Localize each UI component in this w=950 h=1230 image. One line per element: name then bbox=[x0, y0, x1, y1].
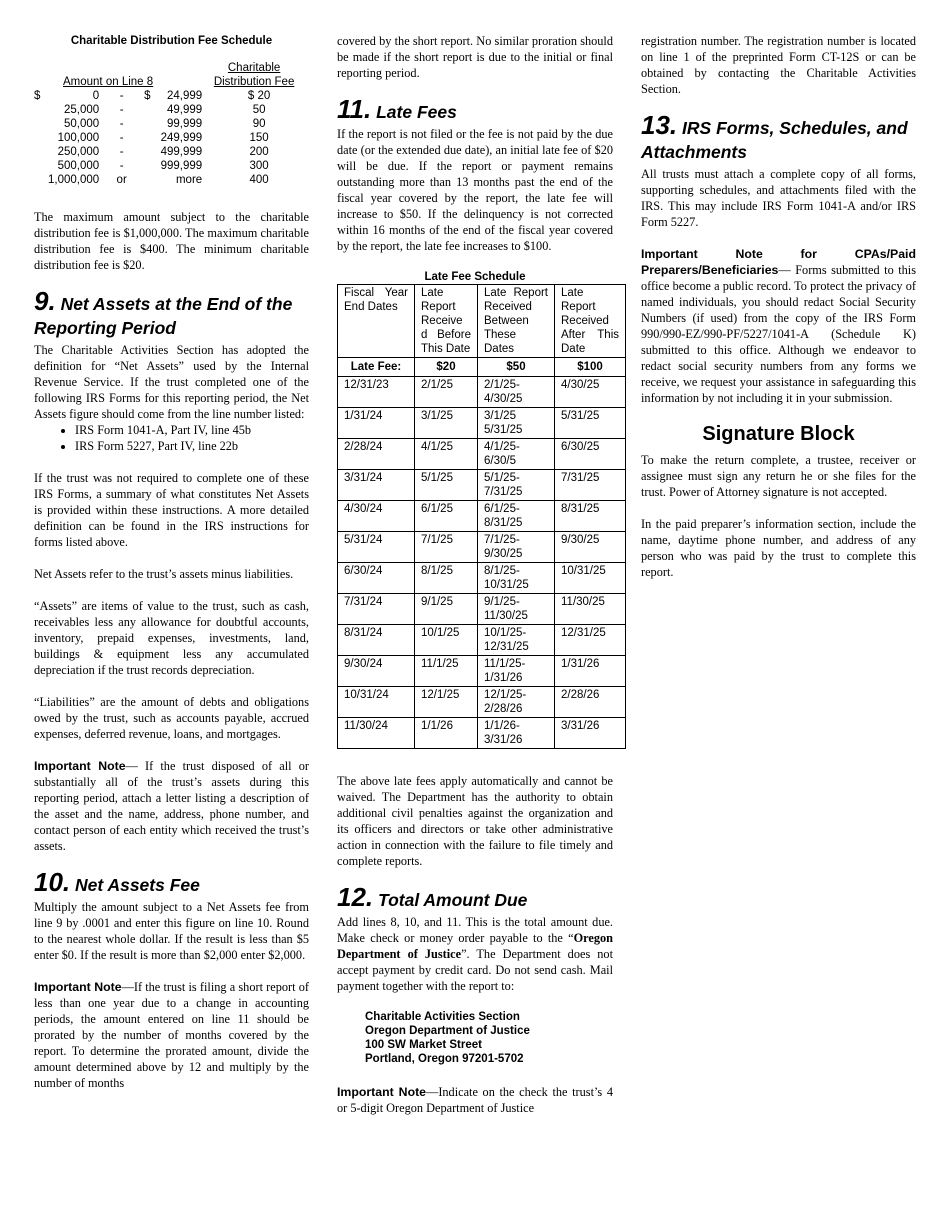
fee-value: 200 bbox=[249, 146, 269, 158]
fee-value: 300 bbox=[249, 160, 269, 172]
late-fee-cell: 4/30/25 bbox=[555, 377, 626, 408]
fee-schedule-row bbox=[34, 131, 306, 145]
fee-cell bbox=[144, 117, 158, 131]
late-fee-cell: 5/31/24 bbox=[338, 532, 415, 563]
table-row bbox=[338, 470, 626, 501]
s9-p4: “Assets” are items of value to the trust, such as cash, receivables less any allowance for doubtful accounts, inventory, prepaid expenses, investments, land, buildings & equipment less any accumulated depreciation if the trust records depreciation. bbox=[34, 599, 309, 677]
late-fee-cell: 3/1/25 bbox=[415, 408, 478, 439]
s12-important-note: Important Note—Indicate on the check the trust’s 4 or 5-digit Oregon Department of Justice bbox=[337, 1085, 613, 1115]
s9-p5: “Liabilities” are the amount of debts and obligations owed by the trust, such as accounts payable, accrued expenses, deferred revenue, loans, and mortgages. bbox=[34, 695, 309, 741]
late-fee-cell: 6/1/25 bbox=[415, 501, 478, 532]
late-fee-cell: 2/1/25 bbox=[415, 377, 478, 408]
fee-cell: 24,999 bbox=[166, 90, 203, 102]
late-fee-cell: 11/30/24 bbox=[338, 718, 415, 749]
late-fee-cell: 8/1/25 bbox=[415, 563, 478, 594]
s13-important-note: Important Note for CPAs/Paid Preparers/Beneficiaries— Forms submitted to this office become a public record. To protect the privacy of named individuals, you should redact Social Security Numbers (if used) from the copy of the IRS Form 990/990-EZ/990-PF/5227/1041-A (Schedule K) submitted to this office. Although we endeavor to redact social security numbers from any forms we receive, we request your assistance in safeguarding this information by not including it in your submission. bbox=[641, 247, 916, 405]
fee-value: 150 bbox=[249, 132, 269, 144]
late-fee-cell: 1/1/26 bbox=[415, 718, 478, 749]
fee-cell: - bbox=[119, 160, 124, 172]
s13-p1: All trusts must attach a complete copy of all forms, supporting schedules, and attachments filed with the IRS. This may include IRS Form 1041-A and/or IRS Form 5227. bbox=[641, 167, 916, 229]
late-fee-cell: 12/1/25-2/28/26 bbox=[478, 687, 555, 718]
fee-cell: 499,999 bbox=[160, 146, 203, 158]
late-fee-cell: 12/31/25 bbox=[555, 625, 626, 656]
section-13-heading: 13. IRS Forms, Schedules, and Attachments bbox=[641, 110, 908, 162]
fee-cell bbox=[34, 145, 48, 159]
fee-cell bbox=[144, 131, 158, 145]
list-item: • IRS Form 5227, Part IV, line 22b bbox=[75, 438, 309, 454]
signature-p1: To make the return complete, a trustee, receiver or assignee must sign any return he or she files for the trust. Power of Attorney signature is not accepted. bbox=[641, 453, 916, 499]
s12-p1: Add lines 8, 10, and 11. This is the total amount due. Make check or money order payable to the “Oregon Department of Justice”. The Department does not accept payment by credit card. Do not send cash. Mail payment together with the report to: bbox=[337, 915, 613, 993]
late-fee-cell: 4/1/25 bbox=[415, 439, 478, 470]
table-row bbox=[338, 594, 626, 625]
late-fee-cell: 4/30/24 bbox=[338, 501, 415, 532]
late-fee-cell: 9/30/24 bbox=[338, 656, 415, 687]
fee-cell: or bbox=[116, 174, 127, 186]
fee-cell bbox=[34, 131, 48, 145]
late-fee-cell: 8/31/25 bbox=[555, 501, 626, 532]
s9-p1: The Charitable Activities Section has adopted the definition for “Net Assets” used by the Internal Revenue Service. If the trust completed one of the following IRS Forms for this reporting period, the Net Assets figure should come from the line number listed: bbox=[34, 343, 309, 421]
s10-important-note: Important Note—If the trust is filing a short report of less than one year due to a change in accounting periods, the amount entered on line 11 should be prorated by the number of months covered by the report. To determine the prorated amount, divide the amount determined above by 12 and multiply by the number of months bbox=[34, 980, 309, 1090]
table-row bbox=[338, 563, 626, 594]
fee-cell: more bbox=[175, 174, 203, 186]
fee-schedule-row bbox=[34, 103, 306, 117]
fee-cell: - bbox=[119, 90, 124, 102]
fee-value: 90 bbox=[252, 118, 266, 130]
fee-schedule-row bbox=[34, 159, 306, 173]
late-fee-cell: 12/1/25 bbox=[415, 687, 478, 718]
fee-schedule-row bbox=[34, 117, 306, 131]
amount-col-header: Amount on Line 8 bbox=[63, 76, 154, 88]
late-header-cell: Late Report Received Between These Dates bbox=[478, 285, 555, 358]
s11-p2: The above late fees apply automatically and cannot be waived. The Department has the authority to obtain additional civil penalties against the organization and its officers and directors or take other administrative action in connection with the failure to file timely and complete reports. bbox=[337, 774, 613, 868]
late-fee-cell: 10/31/24 bbox=[338, 687, 415, 718]
fee-cell: 100,000 bbox=[57, 132, 100, 144]
fee-cell: - bbox=[119, 146, 124, 158]
section-9-heading: 9. Net Assets at the End of the Reporting Period bbox=[34, 286, 293, 338]
table-row bbox=[338, 718, 626, 749]
late-fee-label: Late Fee: bbox=[338, 358, 415, 377]
signature-block-heading: Signature Block bbox=[702, 423, 855, 445]
late-fee-cell: 11/1/25 bbox=[415, 656, 478, 687]
table-row bbox=[338, 687, 626, 718]
late-fee-cell: 9/1/25-11/30/25 bbox=[478, 594, 555, 625]
column-1 bbox=[34, 33, 309, 1107]
table-row bbox=[338, 439, 626, 470]
fee-cell: 49,999 bbox=[166, 104, 203, 116]
fee-cell bbox=[144, 173, 158, 187]
section-12-heading: 12. Total Amount Due bbox=[337, 882, 528, 912]
late-fee-cell: 4/1/25-6/30/5 bbox=[478, 439, 555, 470]
table-row bbox=[338, 377, 626, 408]
late-fee-cell: 2/1/25-4/30/25 bbox=[478, 377, 555, 408]
late-fee-cell: 11/30/25 bbox=[555, 594, 626, 625]
mailing-address: Charitable Activities Section Oregon Department of Justice 100 SW Market Street Portland, Oregon 97201-5702 bbox=[365, 1011, 530, 1065]
s10-p1: Multiply the amount subject to a Net Assets fee from line 9 by .0001 and enter this figure on line 10. Round to the nearest whole dollar. If the result is less than $5 enter $0. If the result is more than $2,000 enter $2,000. bbox=[34, 900, 309, 962]
late-fee-cell: 7/1/25 bbox=[415, 532, 478, 563]
fee-note: The maximum amount subject to the charitable distribution fee is $1,000,000. The maximum charitable distribution fee is $400. The minimum charitable distribution fee is $20. bbox=[34, 210, 309, 272]
fee-cell bbox=[144, 103, 158, 117]
s10-note-continued: covered by the short report. No similar proration should be made if the short report is due to the initial or final reporting period. bbox=[337, 34, 613, 80]
fee-cell: - bbox=[119, 132, 124, 144]
fee-cell: 1,000,000 bbox=[48, 174, 100, 186]
fee-value: 20 bbox=[257, 90, 271, 102]
fee-schedule-row bbox=[34, 173, 306, 187]
table-row bbox=[338, 656, 626, 687]
late-fee-cell: 2/28/24 bbox=[338, 439, 415, 470]
fee-cell: 99,999 bbox=[166, 118, 203, 130]
s11-p1: If the report is not filed or the fee is not paid by the due date (or the extended due date), an initial late fee of $20 will be due. If the report or payment remains outstanding more than 13 months past the end of the fiscal year covered by the report, the late fee will increase to $50. If the delinquency is not corrected within 16 months of the end of the fiscal year covered by the report, the late fee increases to $100. bbox=[337, 127, 613, 253]
fee-col-header-1: Charitable bbox=[227, 62, 281, 74]
signature-p2: In the paid preparer’s information section, include the name, daytime phone number, and address of any person who was paid by the trust to complete this report. bbox=[641, 517, 916, 579]
fee-cell: 25,000 bbox=[63, 104, 100, 116]
late-fee-cell: 10/1/25-12/31/25 bbox=[478, 625, 555, 656]
late-fee-amount: $50 bbox=[478, 358, 555, 377]
late-fee-cell: 6/30/25 bbox=[555, 439, 626, 470]
late-fee-cell: 9/30/25 bbox=[555, 532, 626, 563]
fee-schedule-table bbox=[34, 61, 306, 187]
s9-bullets bbox=[34, 422, 309, 454]
section-11-heading: 11. Late Fees bbox=[337, 94, 457, 124]
late-fee-cell: 2/28/26 bbox=[555, 687, 626, 718]
s9-p3: Net Assets refer to the trust’s assets minus liabilities. bbox=[34, 567, 294, 581]
late-fee-cell: 3/31/24 bbox=[338, 470, 415, 501]
late-fee-cell: 7/31/25 bbox=[555, 470, 626, 501]
fee-cell: 249,999 bbox=[160, 132, 203, 144]
late-fee-cell: 1/31/26 bbox=[555, 656, 626, 687]
fee-cell: 250,000 bbox=[57, 146, 100, 158]
late-fee-amount: $20 bbox=[415, 358, 478, 377]
fee-cell: 0 bbox=[92, 90, 100, 102]
late-fee-amount: $100 bbox=[555, 358, 626, 377]
late-fee-cell: 12/31/23 bbox=[338, 377, 415, 408]
late-fee-cell: 8/31/24 bbox=[338, 625, 415, 656]
late-fee-cell: 1/31/24 bbox=[338, 408, 415, 439]
section-10-heading: 10. Net Assets Fee bbox=[34, 867, 200, 897]
late-fee-cell: 5/1/25-7/31/25 bbox=[478, 470, 555, 501]
late-fee-cell: 1/1/26-3/31/26 bbox=[478, 718, 555, 749]
late-fee-cell: 3/1/25 5/31/25 bbox=[478, 408, 555, 439]
late-fee-cell: 8/1/25-10/31/25 bbox=[478, 563, 555, 594]
late-fee-cell: 7/31/24 bbox=[338, 594, 415, 625]
fee-cell: 500,000 bbox=[57, 160, 100, 172]
fee-cell bbox=[34, 103, 48, 117]
table-row bbox=[338, 625, 626, 656]
column-3 bbox=[641, 33, 916, 596]
fee-value: 400 bbox=[249, 174, 269, 186]
fee-currency: $ bbox=[247, 90, 255, 102]
fee-cell bbox=[144, 159, 158, 173]
late-fee-cell: 9/1/25 bbox=[415, 594, 478, 625]
s9-p2: If the trust was not required to complete one of these IRS Forms, a summary of what constitutes Net Assets is provided within these instructions. A more detailed definition can be found in the IRS instructions for forms listed above. bbox=[34, 471, 309, 549]
late-header-cell: Late Report Received After This Date bbox=[555, 285, 626, 358]
fee-cell: - bbox=[119, 118, 124, 130]
fee-schedule-row bbox=[34, 89, 306, 103]
late-header-cell: Fiscal Year End Dates bbox=[338, 285, 415, 358]
table-row bbox=[338, 532, 626, 563]
fee-cell: 50,000 bbox=[63, 118, 100, 130]
fee-schedule-row bbox=[34, 145, 306, 159]
late-fee-cell: 5/31/25 bbox=[555, 408, 626, 439]
s9-important-note: Important Note— If the trust disposed of all or substantially all of the trust’s assets during this reporting period, attach a letter listing a description of the asset and the name, address, phone number, and contact person of each entity which received the trust’s assets. bbox=[34, 759, 309, 853]
late-fee-cell: 10/1/25 bbox=[415, 625, 478, 656]
late-fee-table-title: Late Fee Schedule bbox=[424, 271, 526, 283]
late-fee-cell: 11/1/25-1/31/26 bbox=[478, 656, 555, 687]
s12-note-continued: registration number. The registration number is located on line 1 of the preprinted Form CT-12S or can be obtained by contacting the Charitable Activities Section. bbox=[641, 34, 916, 96]
fee-cell: - bbox=[119, 104, 124, 116]
table-row bbox=[338, 408, 626, 439]
late-fee-table bbox=[337, 284, 626, 749]
fee-cell bbox=[34, 117, 48, 131]
late-fee-cell: 6/1/25-8/31/25 bbox=[478, 501, 555, 532]
fee-value: 50 bbox=[252, 104, 266, 116]
late-header-cell: Late Report Receive d Before This Date bbox=[415, 285, 478, 358]
list-item: • IRS Form 1041-A, Part IV, line 45b bbox=[75, 422, 309, 438]
late-fee-cell: 7/1/25-9/30/25 bbox=[478, 532, 555, 563]
late-fee-cell: 6/30/24 bbox=[338, 563, 415, 594]
late-fee-cell: 5/1/25 bbox=[415, 470, 478, 501]
table-row bbox=[338, 501, 626, 532]
fee-cell bbox=[34, 173, 48, 187]
fee-cell: $ bbox=[144, 90, 151, 102]
fee-cell bbox=[34, 159, 48, 173]
fee-cell: $ bbox=[34, 90, 41, 102]
fee-cell bbox=[144, 145, 158, 159]
fee-cell: 999,999 bbox=[160, 160, 203, 172]
late-fee-cell: 10/31/25 bbox=[555, 563, 626, 594]
fee-col-header-2: Distribution Fee bbox=[213, 76, 295, 88]
fee-schedule-title: Charitable Distribution Fee Schedule bbox=[70, 35, 273, 47]
late-fee-cell: 3/31/26 bbox=[555, 718, 626, 749]
column-2 bbox=[337, 33, 619, 1132]
